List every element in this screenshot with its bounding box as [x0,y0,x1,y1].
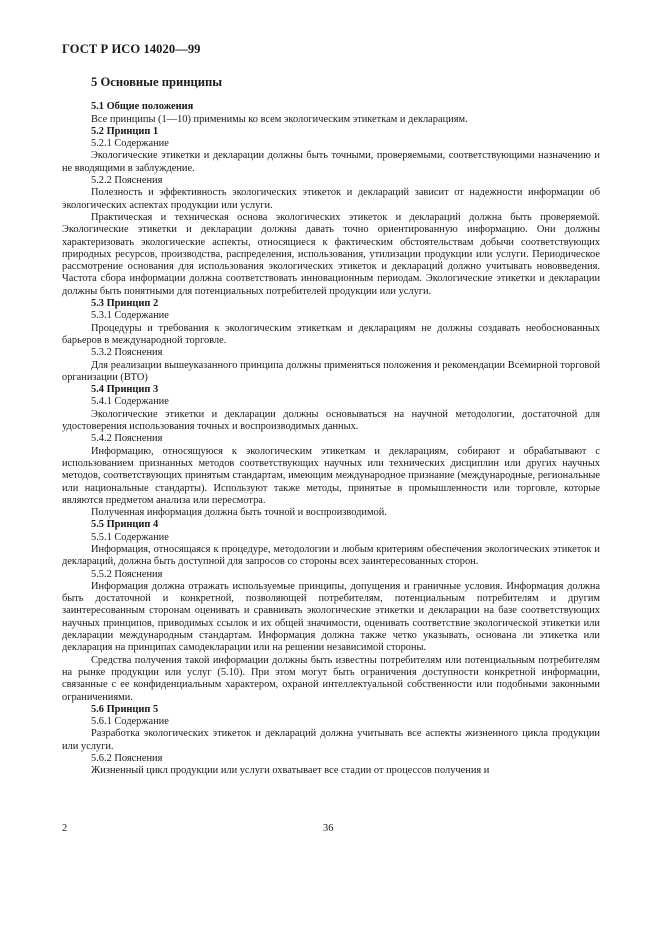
paragraph-list [62,101,600,777]
subsection-heading: 5.1 Общие положения [91,101,194,113]
subsection-heading: 5.6 Принцип 5 [91,703,159,715]
paragraph: 5.3.1 Содержание [91,310,169,322]
paragraph: 5.4.1 Содержание [91,396,169,408]
paragraph: Практическая и техническая основа экологических этикеток и деклараций должна быть проверяемой. Экологические этикетки и декларации должны давать точно ориентированную информацию. Они должны характеризовать экологические аспекты, относящиеся к фактическим обстоятельствам добычи соответствующих природных ресурсов, производства, распределения, использования, утилизации продукции или услуги. Периодическое рассмотрение основания для использования экологических этикеток и деклараций должно учитывать нововведения. Частота сбора информации должна соответствовать инновационным периодам. Экологические этикетки и декларации должны быть понятными для потенциальных потребителей продукции или услуги. [62,211,600,297]
paragraph: 5.6.2 Пояснения [91,753,163,765]
paragraph: 5.5.1 Содержание [91,531,169,543]
paragraph: Все принципы (1—10) применимы ко всем экологическим этикеткам и декларациям. [91,113,468,125]
paragraph: Жизненный цикл продукции или услуги охватывает все стадии от процессов получения и [91,765,490,777]
paragraph: 5.6.1 Содержание [91,716,169,728]
paragraph: Экологические этикетки и декларации должны быть точными, проверяемыми, соответствующими назначению и не вводящими в заблуждение. [62,150,600,174]
paragraph: Полученная информация должна быть точной и воспроизводимой. [91,507,387,519]
subsection-heading: 5.2 Принцип 1 [91,125,159,137]
standard-header: ГОСТ Р ИСО 14020—99 [62,42,201,56]
subsection-heading: 5.4 Принцип 3 [91,384,159,396]
paragraph: Разработка экологических этикеток и деклараций должна учитывать все аспекты жизненного цикла продукции или услуги. [62,728,600,752]
paragraph: 5.4.2 Пояснения [91,433,163,445]
document-body [62,76,600,778]
paragraph: 5.2.2 Пояснения [91,175,163,187]
paragraph: 5.2.1 Содержание [91,138,169,150]
page-number-left: 2 [62,823,68,834]
paragraph: Информация должна отражать используемые принципы, допущения и граничные условия. Информация должна быть достаточной и конкретной, позволяющей потребителям, потенциальным потребителям и другим заинтересованным сторонам оценивать и сравнивать экологические этикетки и декларации на базе соответствующих научных принципов, приводимых ссылок и их общей значимости, оценивать соответствие экологической этикетки или декларации международным стандартам. Информация должна также четко указывать, основана ли этикетка или декларация на принципах самодекларации или на решении независимой стороны. [62,580,600,654]
paragraph: Для реализации вышеуказанного принципа должны применяться положения и рекомендации Всемирной торговой организации (ВТО) [62,359,600,383]
paragraph: Информацию, относящуюся к экологическим этикеткам и декларациям, собирают и обрабатывают с использованием признанных методов соответствующих научных или технических дисциплин или других научных методов, соответствующих принятым стандартам, имеющим международное признание (международные, региональные или национальные стандарты). Используют также методы, принятые в промышленности или торговле, которые являются предметом анализа или пересмотра. [62,445,600,506]
subsection-heading: 5.5 Принцип 4 [91,519,159,531]
paragraph: 5.3.2 Пояснения [91,347,163,359]
section-title: 5 Основные принципы [91,75,223,89]
subsection-heading: 5.3 Принцип 2 [91,298,159,310]
paragraph: Средства получения такой информации должны быть известны потребителям или потенциальным потребителям на рынке продукции или услуг (5.10). При этом могут быть ограничения доступности конкретной информации, связанные с ее конфиденциальным характером, охраной интеллектуальной собственности или подобными законными ограничениями. [62,654,600,703]
paragraph: Полезность и эффективность экологических этикеток и деклараций зависит от надежности информации об экологических аспектах продукции или услуги. [62,187,600,211]
paragraph: 5.5.2 Пояснения [91,568,163,580]
paragraph: Информация, относящаяся к процедуре, методологии и любым критериям обеспечения экологических этикеток и деклараций, должна быть доступной для запросов со стороны всех заинтересованных сторон. [62,543,600,568]
page-number-center: 36 [323,823,334,834]
paragraph: Экологические этикетки и декларации должны основываться на научной методологии, достаточной для удостоверения использования точных и воспроизводимых данных. [62,408,600,433]
paragraph: Процедуры и требования к экологическим этикеткам и декларациям не должны создавать необоснованных барьеров в международной торговле. [62,322,600,346]
